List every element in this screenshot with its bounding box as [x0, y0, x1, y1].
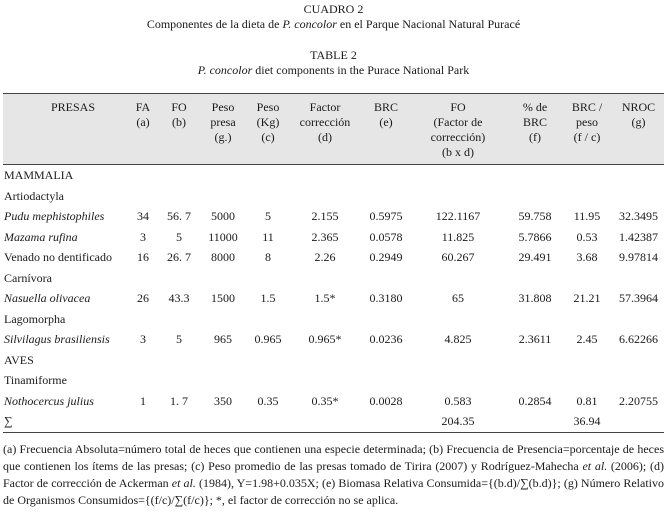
header-line: corrección [299, 115, 351, 129]
header-line: BRC / [571, 100, 603, 114]
table-cell: 1500 [211, 291, 235, 305]
table-cell: 0.35* [311, 393, 339, 408]
header-cell [3, 100, 143, 115]
table-cell: 0.965* [308, 332, 342, 346]
table-cell: 0.5975 [369, 209, 403, 223]
table-row [3, 391, 664, 412]
header-line: NROC [621, 100, 656, 114]
caption-es-label: CUADRO 2 [303, 2, 364, 16]
header-line: peso [576, 115, 598, 129]
table-cell: 43.3 [168, 291, 190, 305]
header-line: (g) [631, 115, 646, 129]
group-label: MAMMALIA [4, 168, 74, 182]
row-label: Pudu mephistophiles [4, 209, 105, 223]
header-line: (d) [318, 130, 332, 144]
table-cell: 0.35 [257, 393, 279, 408]
header-line: FO [171, 100, 187, 114]
table-cell: 0.0028 [369, 393, 403, 408]
header-line: presa [210, 115, 236, 129]
table-row [3, 288, 664, 309]
table-cell: 5 [176, 229, 182, 244]
table-cell: 204.35 [441, 414, 475, 428]
header-cell [201, 100, 245, 145]
header-line: (a) [136, 115, 150, 129]
table-cell: 8 [265, 250, 271, 264]
table-caption [0, 0, 667, 78]
header-line: BRC [522, 115, 547, 129]
header-line: FO [450, 100, 466, 114]
caption-es-title: Componentes de la dieta de P. concolor en el Parque Nacional Natural Puracé [146, 17, 521, 31]
table-cell: 59.758 [518, 209, 552, 223]
table-cell: 21.21 [573, 291, 601, 305]
table-cell: 0.2854 [518, 393, 552, 408]
header-line: (Factor de [433, 115, 483, 129]
table-cell: 57.3964 [619, 291, 658, 305]
table-cell: 5 [265, 209, 271, 223]
table-cell: 1.42387 [619, 229, 658, 244]
table-cell: 60.267 [441, 250, 475, 264]
table-cell: 26 [137, 291, 149, 305]
table-cell: 9.97814 [619, 250, 658, 264]
table-cell: 65 [452, 291, 464, 305]
group-label: AVES [4, 352, 34, 367]
table-cell: 0.965 [254, 332, 282, 346]
table-cell: 34 [137, 209, 149, 223]
header-cell [565, 100, 609, 145]
table-cell: 31.808 [518, 291, 552, 305]
header-cell [292, 100, 358, 145]
table-cell: 3.68 [576, 250, 598, 264]
total-row [3, 411, 664, 433]
header-cell [411, 100, 505, 160]
header-line: (e) [379, 115, 393, 129]
header-line: % de [522, 100, 548, 114]
table-cell: 350 [214, 393, 232, 408]
group-row [3, 186, 664, 207]
table-cell: 2.45 [576, 332, 598, 346]
header-cell [249, 100, 287, 145]
caption-en-title: P. concolor diet components in the Purace National Park [197, 63, 470, 77]
table-cell: 29.491 [518, 250, 552, 264]
table-cell: 2.20755 [619, 393, 658, 408]
table-cell: 11.95 [573, 209, 601, 223]
row-label: Silvilagus brasiliensis [4, 332, 110, 346]
header-line: Factor [309, 100, 341, 114]
caption-en-label: TABLE 2 [310, 48, 357, 62]
group-label: Artiodactyla [4, 188, 64, 203]
table-row [3, 227, 664, 248]
header-cell [613, 100, 664, 130]
table-cell: 0.2949 [369, 250, 403, 264]
table-cell: 5.7866 [518, 229, 552, 244]
table-cell: 11 [262, 229, 274, 244]
header-line: PRESAS [50, 100, 96, 114]
table-row [3, 206, 664, 227]
group-row [3, 268, 664, 289]
group-row [3, 309, 664, 330]
header-cell [163, 100, 195, 130]
table-footnotes [3, 441, 664, 509]
table-cell: 2.26 [314, 250, 336, 264]
table-cell: 26. 7 [167, 250, 191, 264]
table-cell: 0.0236 [369, 332, 403, 346]
table-cell: 32.3495 [619, 209, 658, 223]
group-label: Tinamiforme [4, 373, 67, 387]
header-cell [510, 100, 560, 145]
row-label: Mazama rufina [4, 229, 78, 244]
table-cell: 1.5 [260, 291, 276, 305]
header-line: corrección) [430, 130, 486, 144]
table-cell: 3 [140, 229, 146, 244]
header-line: Peso [211, 100, 235, 114]
table-cell: 1 [140, 393, 146, 408]
header-line: (f / c) [573, 130, 601, 144]
table-cell: 965 [214, 332, 232, 346]
table-cell: 122.1167 [435, 209, 481, 223]
header-line: (b) [172, 115, 186, 129]
header-line: FA [135, 100, 151, 114]
table-cell: 1.5* [314, 291, 336, 305]
table-cell: 2.3611 [518, 332, 552, 346]
header-cell [364, 100, 408, 130]
table-cell: 2.155 [311, 209, 339, 223]
table-cell: 0.81 [576, 393, 598, 408]
table-cell: 4.825 [444, 332, 472, 346]
diet-table [3, 93, 664, 433]
row-label: Venado no dentificado [4, 250, 112, 264]
table-cell: 36.94 [573, 414, 601, 428]
table-cell: 6.62266 [619, 332, 658, 346]
header-line: (f) [529, 130, 541, 144]
header-cell [128, 100, 158, 130]
table-cell: 1. 7 [170, 393, 188, 408]
group-label: Lagomorpha [4, 311, 66, 326]
table-cell: 11000 [208, 229, 238, 244]
table-cell: 5000 [211, 209, 235, 223]
header-line: (c) [261, 130, 275, 144]
group-label: Carnívora [4, 270, 52, 285]
row-label: Nothocercus julius [4, 393, 94, 408]
table-cell: 11.825 [441, 229, 475, 244]
table-cell: 0.53 [576, 229, 598, 244]
group-row [3, 370, 664, 391]
table-header [3, 93, 664, 165]
table-cell: 0.3180 [369, 291, 403, 305]
table-cell: 0.583 [444, 393, 472, 408]
footnote-text: (a) Frecuencia Absoluta=número total de heces que contienen una especie determinada; (b) Frecuencia de Presencia=porcentaje de heces que contienen los ítems de las presas; (c) Peso promedio de las presas tomado de Tirira (2007) y Rodríguez-Mahecha et al. (2006); (d) Factor de corrección de Ackerman et al. (1984), Y=1.98+0.035X; (e) Biomasa Relativa Consumida={(b.d)/∑(b.d)}; (g) Número Relativo de Organismos Consumidos={(f/c)/∑(f/c)}; *, el factor de corrección no se aplica. [3, 442, 664, 507]
header-line: BRC [373, 100, 398, 114]
row-label: Nasuella olivacea [4, 291, 91, 305]
group-row [3, 350, 664, 371]
header-line: (g.) [214, 130, 232, 144]
table-cell: 8000 [211, 250, 235, 264]
table-cell: 0.0578 [369, 229, 403, 244]
header-line: Peso [256, 100, 280, 114]
header-line: (Kg) [256, 115, 280, 129]
table-cell: 16 [137, 250, 149, 264]
table-row [3, 329, 664, 350]
table-cell: 3 [140, 332, 146, 346]
row-label: ∑ [4, 414, 13, 428]
table-cell: 2.365 [311, 229, 339, 244]
header-line: (b x d) [442, 145, 474, 159]
table-cell: 56. 7 [167, 209, 191, 223]
table-cell: 5 [176, 332, 182, 346]
group-row [3, 165, 664, 186]
table-body [3, 165, 664, 433]
table-row [3, 247, 664, 268]
